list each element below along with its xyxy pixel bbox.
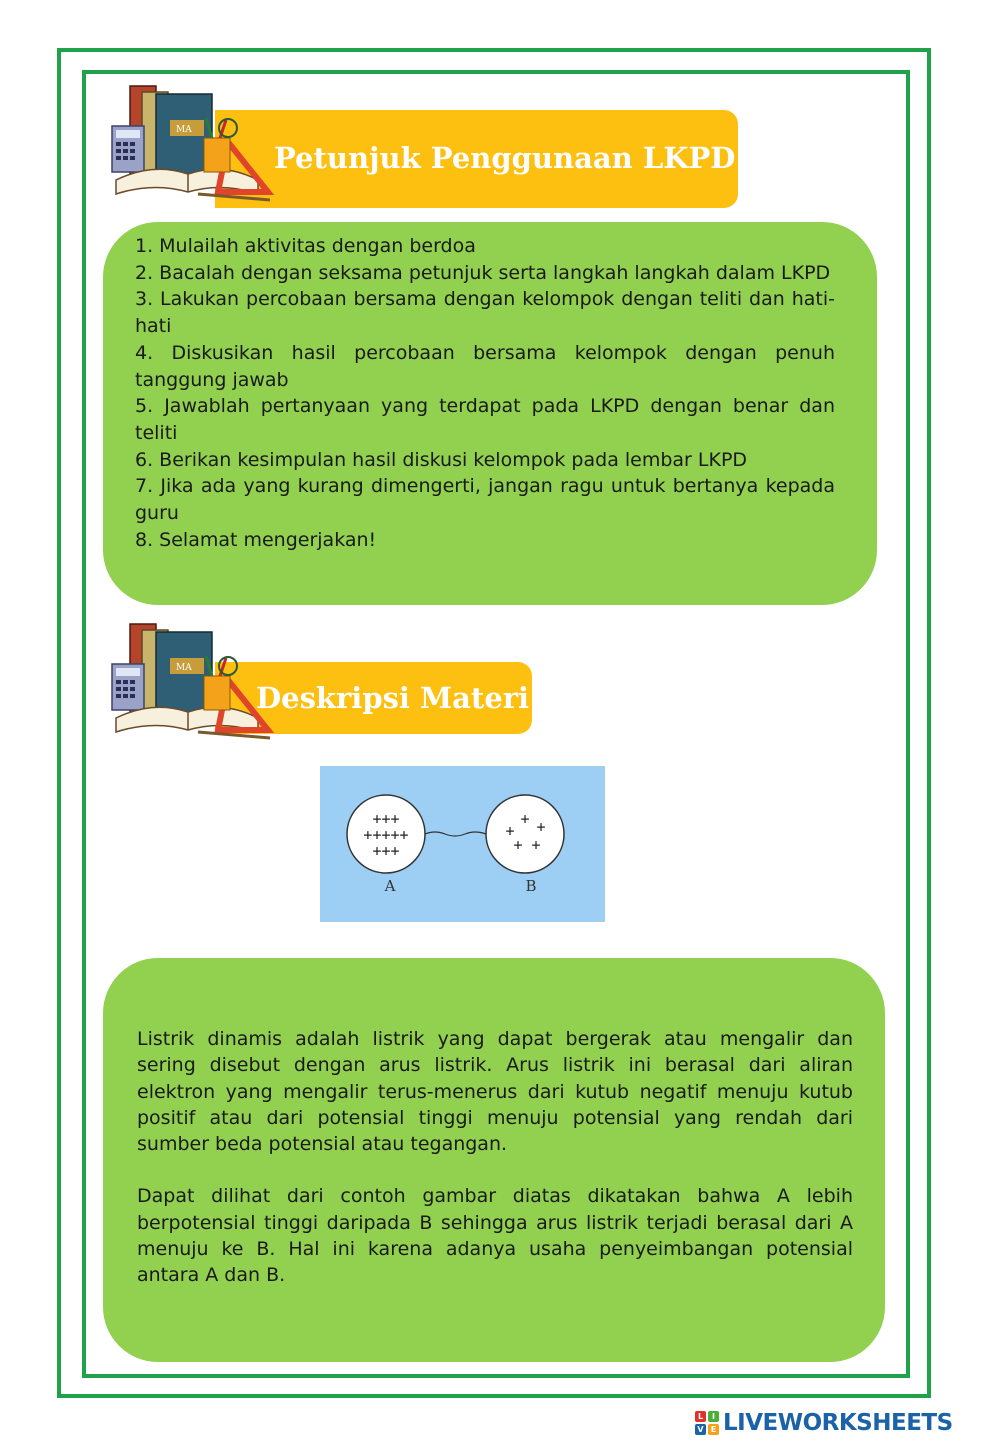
instruction-item: 5. Jawablah pertanyaan yang terdapat pada LKPD dengan benar dan teliti — [135, 395, 835, 444]
instruction-item: 7. Jika ada yang kurang dimengerti, jangan ragu untuk bertanya kepada guru — [135, 475, 835, 525]
instruction-item: 2. Bacalah dengan seksama petunjuk serta langkah langkah dalam LKPD — [135, 261, 831, 284]
sphere-b — [486, 795, 564, 873]
svg-text:+: + — [513, 836, 523, 854]
svg-text:+++: +++ — [372, 810, 400, 828]
label-b: B — [525, 877, 537, 895]
liveworksheets-logo[interactable] — [695, 1408, 953, 1438]
description-paragraph: Listrik dinamis adalah listrik yang dapat bergerak atau mengalir dan sering disebut dengan arus listrik. Arus listrik ini berasal dari aliran elektron yang mengalir terus-menerus dari kutub negatif menuju kutub positif atau dari potensial tinggi menuju potensial yang rendah dari sumber beda potensial atau tegangan. — [137, 1028, 853, 1156]
books-stationery-icon — [108, 82, 278, 212]
logo-square: L — [695, 1411, 706, 1422]
logo-square: E — [708, 1424, 719, 1435]
section1-title: Petunjuk Penggunaan LKPD — [274, 141, 736, 175]
charge-diagram-svg — [320, 766, 605, 922]
svg-text:MA: MA — [176, 125, 192, 135]
svg-text:MA: MA — [176, 663, 192, 673]
description-text — [137, 1026, 853, 1315]
logo-square: V — [695, 1424, 706, 1435]
connecting-wire — [425, 832, 486, 836]
svg-text:+++++: +++++ — [363, 826, 409, 844]
books-stationery-icon — [108, 620, 278, 750]
svg-text:+++: +++ — [372, 842, 400, 860]
instruction-item: 6. Berikan kesimpulan hasil diskusi kelompok pada lembar LKPD — [135, 448, 748, 471]
svg-text:+: + — [505, 822, 515, 840]
description-paragraph: Dapat dilihat dari contoh gambar diatas dikatakan bahwa A lebih berpotensial tinggi daripada B sehingga arus listrik terjadi berasal dari A menuju ke B. Hal ini karena adanya usaha penyeimbangan potensial antara A dan B. — [137, 1185, 853, 1287]
logo-square: I — [708, 1411, 719, 1422]
svg-text:+: + — [520, 810, 530, 828]
instruction-item: 4. Diskusikan hasil percobaan bersama kelompok dengan penuh tanggung jawab — [135, 341, 835, 391]
instructions-list — [135, 233, 835, 553]
svg-text:+: + — [531, 836, 541, 854]
section2-title: Deskripsi Materi — [256, 681, 530, 715]
logo-squares-icon — [695, 1411, 719, 1435]
charge-diagram — [320, 766, 605, 922]
logo-text: LIVEWORKSHEETS — [723, 1410, 953, 1436]
instruction-item: 1. Mulailah aktivitas dengan berdoa — [135, 235, 476, 257]
instruction-item: 8. Selamat mengerjakan! — [135, 528, 377, 551]
instruction-item: 3. Lakukan percobaan bersama dengan kelompok dengan teliti dan hati-hati — [135, 288, 835, 338]
label-a: A — [384, 877, 396, 895]
svg-text:+: + — [536, 818, 546, 836]
